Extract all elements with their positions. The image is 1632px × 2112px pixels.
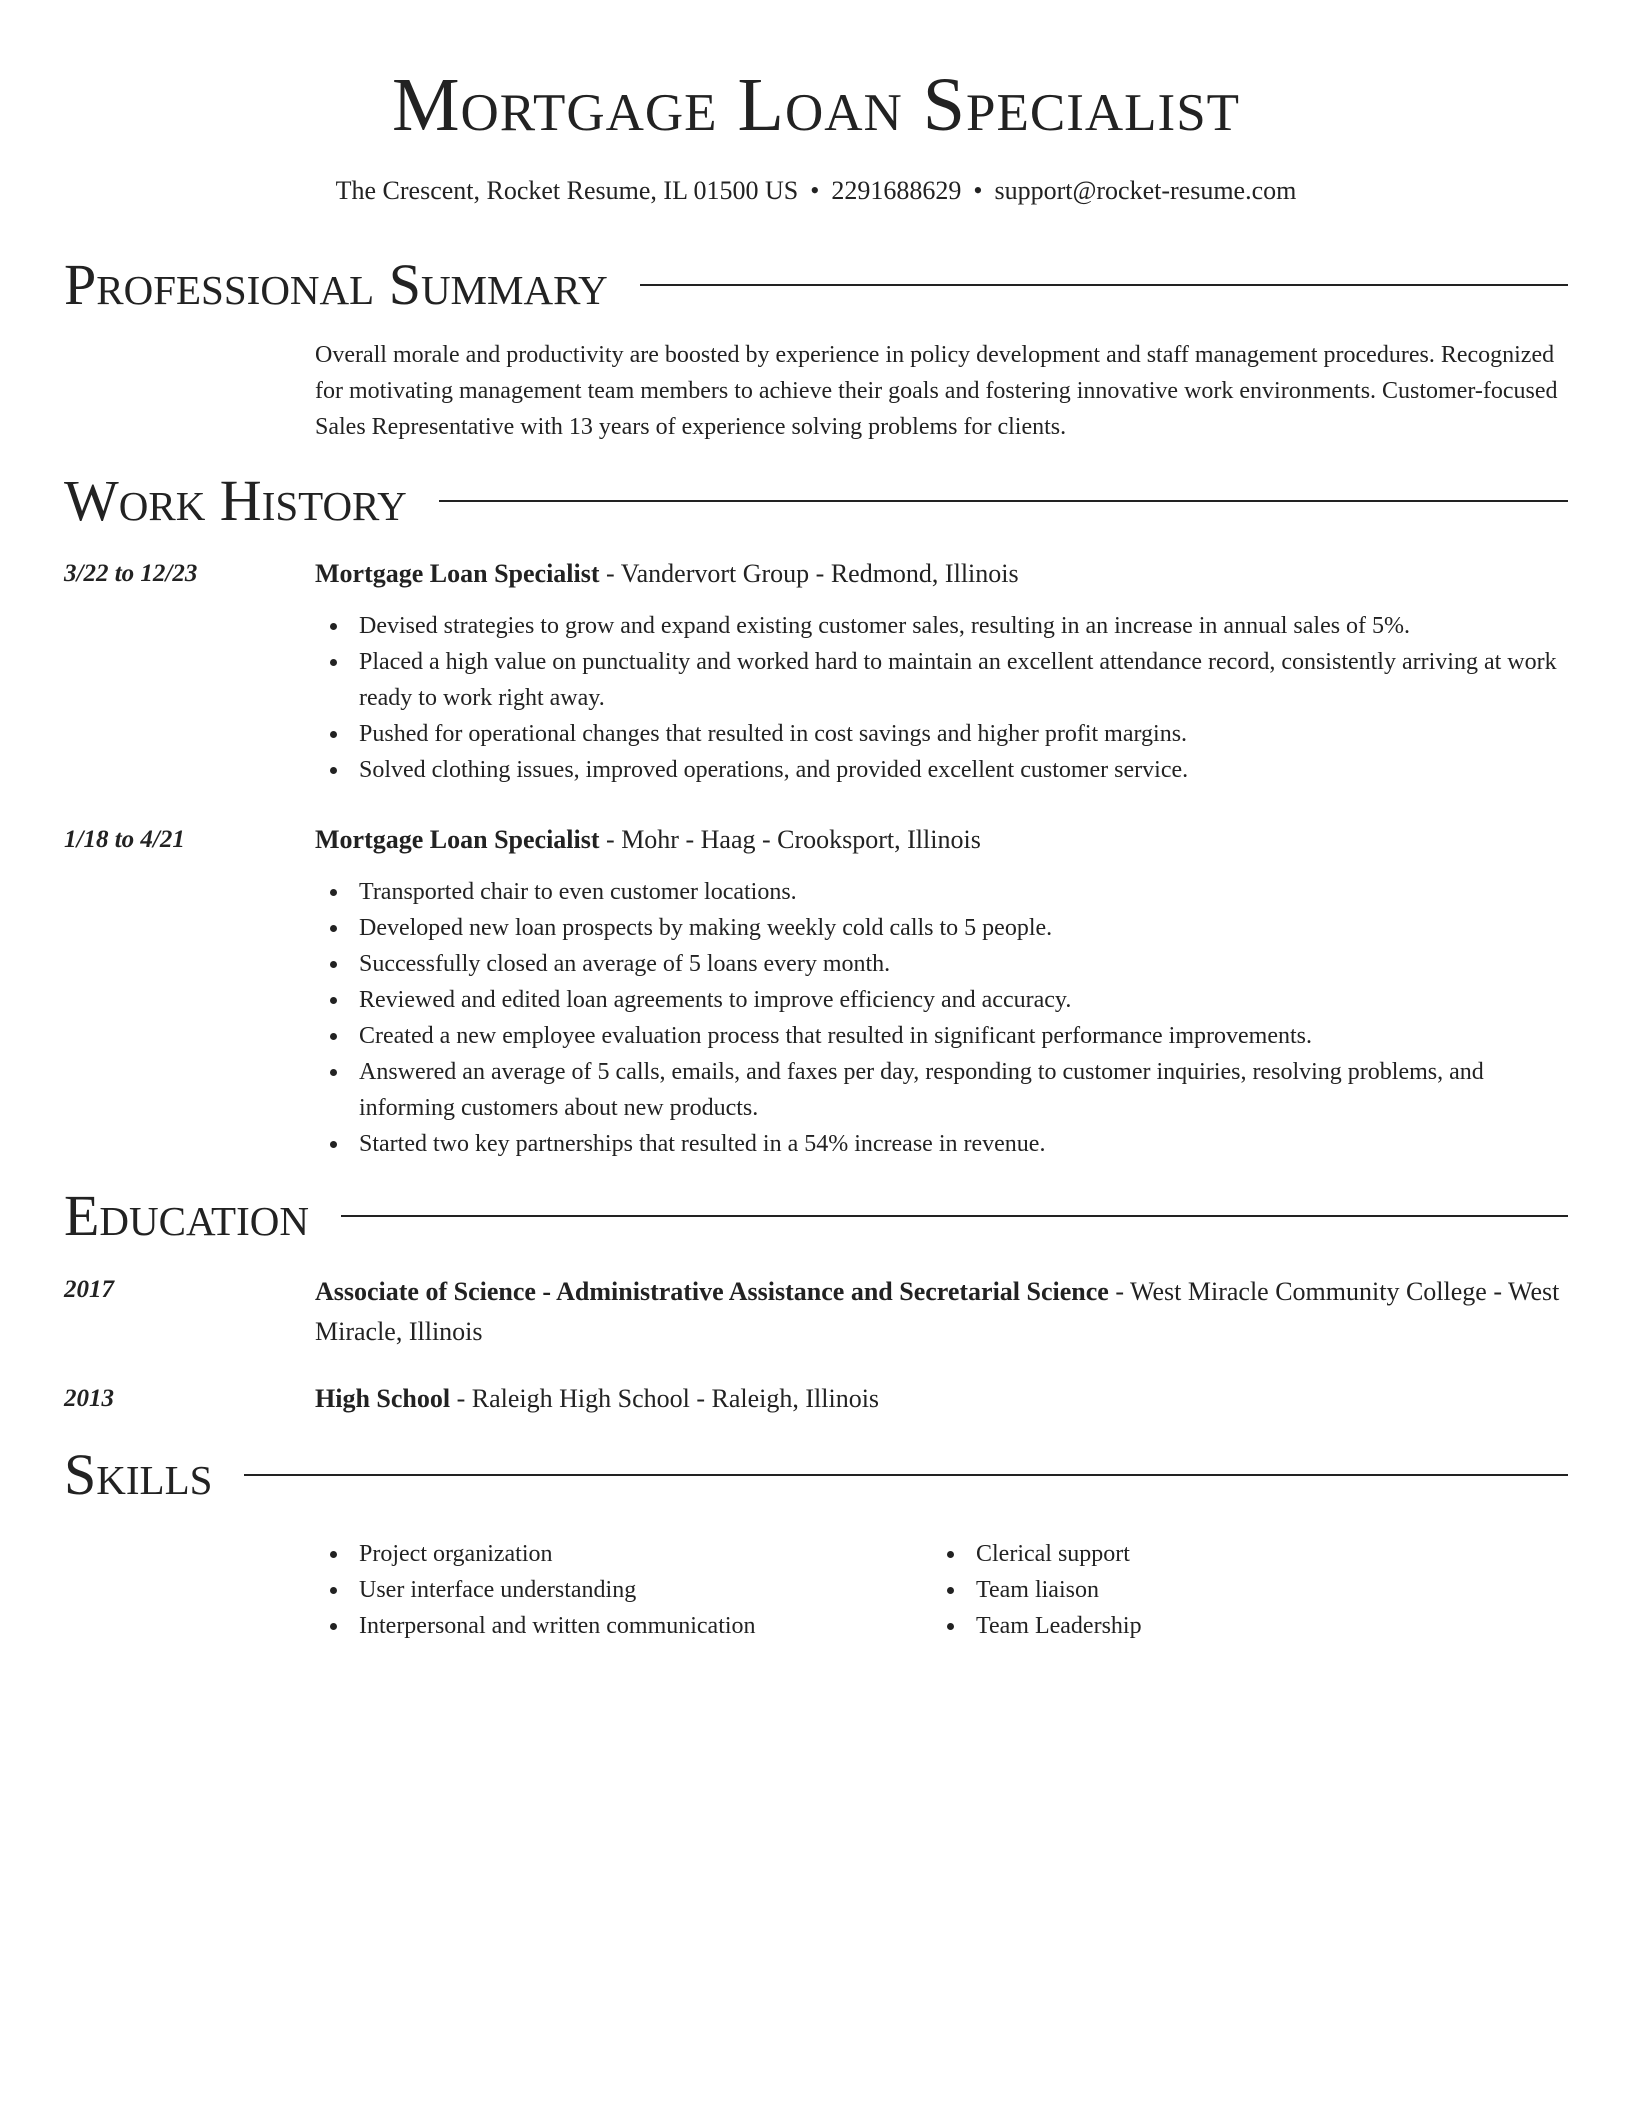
job-details: - Vandervort Group - Redmond, Illinois [599,559,1019,588]
separator: • [973,176,983,205]
section-title: Professional Summary [64,252,608,317]
skill-item: Project organization [315,1536,915,1572]
skills-list-left [315,1536,915,1644]
job-details: - Mohr - Haag - Crooksport, Illinois [599,825,981,854]
list-item: Reviewed and edited loan agreements to improve efficiency and accuracy. [315,982,1568,1018]
job-bullets [315,874,1568,1162]
skill-item: Interpersonal and written communication [315,1608,915,1644]
school-details: - West Miracle Community College - West Miracle, Illinois [315,1277,1560,1346]
summary-section-header [64,250,1568,320]
education-entry [315,1381,1568,1417]
education-section-header [64,1181,1568,1251]
job-bullets [315,608,1568,788]
section-title: Education [64,1183,309,1248]
job-role: Mortgage Loan Specialist [315,559,600,588]
list-item: Started two key partnerships that resulted in a 54% increase in revenue. [315,1126,1568,1162]
skill-item: User interface understanding [315,1572,915,1608]
job-dates: 3/22 to 12/23 [64,560,198,587]
separator: • [810,176,820,205]
section-divider [439,500,1568,502]
list-item: Developed new loan prospects by making weekly cold calls to 5 people. [315,910,1568,946]
school-details: - Raleigh High School - Raleigh, Illinois [450,1384,880,1413]
job-title-line [315,556,1568,592]
contact-line [64,174,1568,208]
list-item: Successfully closed an average of 5 loans every month. [315,946,1568,982]
skill-item: Team Leadership [932,1608,1532,1644]
candidate-name: Mortgage Loan Specialist [391,63,1241,147]
list-item: Placed a high value on punctuality and worked hard to maintain an excellent attendance record, consistently arriving at work ready to work right away. [315,644,1568,716]
skill-item: Team liaison [932,1572,1532,1608]
list-item: Transported chair to even customer locations. [315,874,1568,910]
job-title-line [315,822,1568,858]
education-year: 2017 [64,1276,114,1303]
list-item: Answered an average of 5 calls, emails, and faxes per day, responding to customer inquiries, resolving problems, and informing customers about new products. [315,1054,1568,1126]
summary-text: Overall morale and productivity are boosted by experience in policy development and staff management procedures. Recognized for motivating management team members to achieve their goals and fostering innovative work environments. Customer-focused Sales Representative with 13 years of experience solving problems for clients. [315,342,1558,440]
skills-section-header [64,1440,1568,1510]
section-divider [341,1215,1568,1217]
list-item: Created a new employee evaluation process that resulted in significant performance improvements. [315,1018,1568,1054]
section-divider [244,1474,1568,1476]
education-entry [315,1272,1568,1352]
email[interactable]: support@rocket-resume.com [994,176,1297,205]
section-title: Skills [64,1442,213,1507]
list-item: Pushed for operational changes that resulted in cost savings and higher profit margins. [315,716,1568,752]
section-divider [640,284,1568,286]
degree: Associate of Science - Administrative Assistance and Secretarial Science [315,1277,1109,1306]
address: The Crescent, Rocket Resume, IL 01500 US [335,176,799,205]
section-title: Work History [64,468,407,533]
degree: High School [315,1384,451,1413]
job-dates: 1/18 to 4/21 [64,826,185,853]
phone: 2291688629 [831,176,962,205]
skills-list-right [932,1536,1532,1644]
job-role: Mortgage Loan Specialist [315,825,600,854]
list-item: Solved clothing issues, improved operations, and provided excellent customer service. [315,752,1568,788]
education-year: 2013 [64,1385,114,1412]
list-item: Devised strategies to grow and expand existing customer sales, resulting in an increase in annual sales of 5%. [315,608,1568,644]
work-section-header [64,466,1568,536]
skill-item: Clerical support [932,1536,1532,1572]
